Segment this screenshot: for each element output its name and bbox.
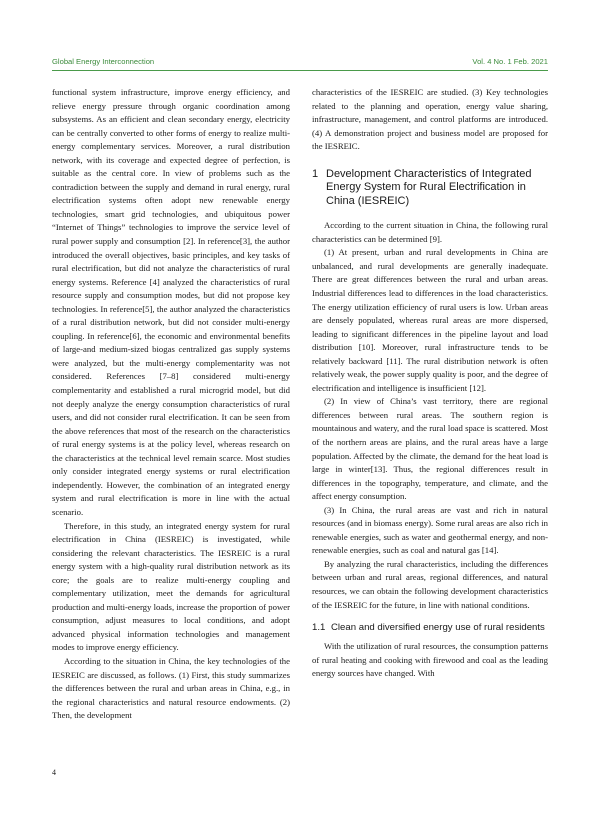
paragraph: (2) In view of China’s vast territory, there are regional differences between rural areas. The southern region is mountainous and watery, and the rural load space is scattered. Most of the northern areas are plains, and the rural areas have a large population. Affected by the climate, the demand for the heat load is large in winter[13]. Thus, the regional differences result in differences in the topography, temperature, and climate, and the affect energy consumption. — [312, 396, 548, 502]
section-heading — [312, 168, 548, 209]
paragraph: (1) At present, urban and rural developments in China are unbalanced, and rural developments are generally inadequate. There are great differences between the rural and urban areas. Industrial differences lead to differences in the load characteristics. The energy utilization efficiency of rural users is low. Urban areas are densely populated, whereas rural areas are more dispersed, leading to significant differences in the pipeline layout and load distribution [10]. Moreover, rural infrastructure tends to be relatively backward [11]. The rural distribution network is often relatively weak, the power supply quality is poor, and the degree of electrification and intelligence is insufficient [12]. — [312, 247, 548, 393]
running-header — [52, 57, 548, 69]
paragraph: By analyzing the rural characteristics, including the differences between urban and rural areas, regional differences, and natural resources, we can obtain the following development characteristics of the IESREIC for the future, in line with national conditions. — [312, 558, 548, 610]
header-rule — [52, 70, 548, 71]
right-column — [312, 86, 548, 681]
paragraph: functional system infrastructure, improve energy efficiency, and relieve energy pressure through organic coordination among subsystems. As an efficient and clean secondary energy, electricity can be centrally converted to other forms of energy to realize multi-energy complementary services. Moreover, a rural distribution network, with its coverage and expected degree of perfection, is suitable as the central core. In view of problems such as the contradiction between the supply and demand in rural energy, rural electrification systems often adopt new renewable energy technologies, smart grid technologies, and ubiquitous power “Internet of Things” technologies to improve the service level of rural power supply and consumption [2]. In reference[3], the author introduced the overall objectives, basic principles, and key tasks of rural electrification, but did not analyze the characteristics of rural energy systems. Reference [4] analyzed the characteristics of rural resource supply and consumption modes, but did not propose key technologies. In reference[5], the author analyzed the characteristics of a rural distribution network, but did not consider multi-energy coupling. In reference[6], the economic and environmental benefits of large-and medium-sized biogas centralized gas supply systems were analyzed, but the multi-energy complementarity was not considered. References [7–8] considered multi-energy complementarity and established a rural microgrid model, but did not deeply analyze the energy consumption characteristics of rural users, and did not consider rural electrification. It can be seen from the above references that most of the research on the characteristics of rural energy systems is at the policy level, whereas research on the characteristics at the technical level remain scarce. Most studies only consider integrated energy systems or rural electrification independently. However, the combination of an integrated energy system and rural electrification is more in line with the actual scenario. — [52, 87, 290, 517]
journal-name: Global Energy Interconnection — [52, 57, 155, 66]
section-title: Development Characteristics of Integrated Energy System for Rural Electrification in China (IESREIC) — [326, 167, 532, 207]
left-column — [52, 86, 290, 723]
paragraph: Therefore, in this study, an integrated energy system for rural electrification in China (IESREIC) is investigated, while considering the relevant characteristics. The IESREIC is a rural energy system with a high-quality rural distribution network as its core; the goals are to realize multi-energy coupling and complementary utilization, meet the demands for agricultural production and multi-energy loads, increase the proportion of power consumption, adjust measures to local conditions, and adopt advanced physical information technologies and management modes to improve energy efficiency. — [52, 520, 290, 653]
paragraph: With the utilization of rural resources, the consumption patterns of rural heating and cooking with firewood and coal as the leading energy sources have changed. With — [312, 641, 548, 679]
page-number: 4 — [52, 768, 56, 777]
paragraph: (3) In China, the rural areas are vast and rich in natural resources (and in biomass energy). Some rural areas are also rich in renewable energies, such as water and geothermal energy, and non-renewable energies, such as coal and natural gas [14]. — [312, 504, 548, 556]
paragraph: According to the current situation in China, the following rural characteristics can be determined [9]. — [312, 220, 548, 244]
issue-info: Vol. 4 No. 1 Feb. 2021 — [472, 57, 548, 66]
subsection-number: 1.1 — [312, 622, 326, 634]
subsection-title: Clean and diversified energy use of rural residents — [331, 622, 545, 634]
paragraph: characteristics of the IESREIC are studied. (3) Key technologies related to the planning and operation, energy value sharing, infrastructure, management, and control platforms are introduced. (4) A demonstration project and business model are proposed for the IESREIC. — [312, 87, 548, 152]
section-number: 1 — [312, 167, 319, 180]
paragraph: According to the situation in China, the key technologies of the IESREIC are discussed, as follows. (1) First, this study summarizes the differences between the rural and urban areas in China, e.g., in the regional characteristics and natural resource endowments. (2) Then, the development — [52, 655, 290, 721]
subsection-heading — [312, 622, 548, 634]
